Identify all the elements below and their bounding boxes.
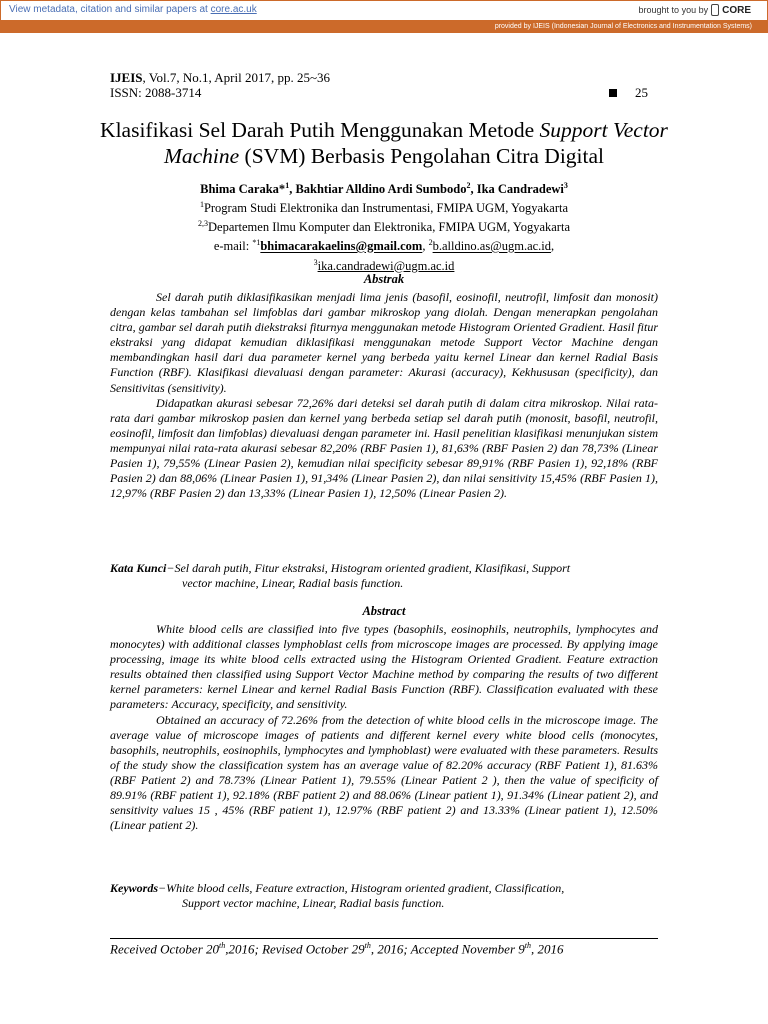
abstract-body [110,622,658,833]
author-1: Bhima Caraka* [200,182,286,197]
authors-block [60,178,708,274]
abstract-paragraph-2: Obtained an accuracy of 72.26% from the detection of white blood cells in the microscope image. The average value of microscope images of patients and different kernel every white blood cells (monocytes, basophils, neutrophils, eosinophils, lymphocytes and lymphoblast) were evaluated with these parameters. Results of the study show the classification system has an average value of 82.20% accuracy (RBF Patient 1), 81.63% (RBF Patient 2) and 78.73% (Linear Patient 1), 79.55% (Linear Patient 2 ), then the value of specificity of 89.91% (RBF patient 1), 92.18% (RBF patient 2) and 88.06% (Linear patient 1), 91.34% (Linear patient 2), and sensitivity values 15 , 45% (RBF patient 1), 12.97% (RBF patient 2) and 13.33% (Linear patient 1), 12.50% (Linear patient 2). [110,712,658,833]
author-3: , Ika Candradewi [470,182,564,197]
author-2: , Bakhtiar Alldino Ardi Sumbodo [289,182,467,197]
emails-line-1 [60,235,708,254]
keywords-dash: − [158,881,167,895]
received-sup-2: th [364,941,371,950]
email-3-sup: 3 [313,257,318,267]
affiliation-2-text: Departemen Ilmu Komputer dan Elektronika, FMIPA UGM, Yogyakarta [208,220,570,235]
core-brought-text: brought to you by [638,5,709,15]
core-provided-by: provided by IJEIS (Indonesian Journal of Electronics and Instrumentation Systems) [0,20,768,33]
paper-title [60,117,708,169]
email-sep-2: , [551,239,555,254]
email-2-sup: 2 [428,238,433,248]
author-names [60,178,708,197]
affiliation-2-sup: 2,3 [198,219,208,229]
kata-kunci-line-2: vector machine, Linear, Radial basis function. [182,576,404,591]
journal-issn: ISSN: 2088-3714 [110,85,202,100]
title-part-3: (SVM) Berbasis Pengolahan Citra Digital [239,144,605,168]
email-1-sup: *1 [252,238,261,248]
kata-kunci-line-1: Sel darah putih, Fitur ekstraksi, Histogram oriented gradient, Klasifikasi, Support [174,561,571,575]
abstrak-body [110,290,658,501]
affiliation-1-sup: 1 [199,200,204,210]
core-brought-by [639,4,751,16]
journal-header [110,70,330,100]
abstract-heading: Abstract [362,604,406,618]
keywords-label: Keywords [110,881,158,895]
core-banner [0,0,768,21]
email-label: e-mail: [213,239,253,254]
email-2-link[interactable]: b.alldino.as@ugm.ac.id [432,239,552,254]
core-link[interactable]: core.ac.uk [210,4,257,15]
received-sup-3: th [524,941,531,950]
email-3-link[interactable]: ika.candradewi@ugm.ac.id [317,258,455,273]
core-logo-icon [711,4,719,16]
affiliation-1 [60,197,708,216]
keywords [110,881,658,911]
author-3-sup: 3 [563,181,568,190]
core-logo-text[interactable]: CORE [722,4,751,16]
received-text-4: , 2016 [530,941,564,957]
email-1-link[interactable]: bhimacarakaelins@gmail.com [260,239,423,254]
author-2-sup: 2 [466,181,471,190]
abstrak-heading: Abstrak [363,272,405,286]
journal-name: IJEIS [110,70,143,85]
title-part-1: Klasifikasi Sel Darah Putih Menggunakan Metode [100,118,540,142]
square-bullet-icon [609,89,617,97]
received-dates [110,941,670,957]
abstrak-paragraph-2: Didapatkan akurasi sebesar 72,26% dari deteksi sel darah putih di dalam citra mikroskop. Nilai rata-rata dari gambar mikroskop pasien dan kernel yang berbeda setiap sel darah putih (monosit, basofil, neutrofil, eosinofil, limfosit dan limfoblas) dievaluasi dengan parameter ini. Hasil penelitian klasifikasi menunjukan sistem mempunyai nilai rata-rata akurasi sebesar 82,20% (RBF Pasien 1), 81,63% (RBF Pasien 2) dan 78,73% (Linear Pasien 1), 79,55% (Linear Pasien 2), kemudian nilai specificity sebesar 89,91% (RBF Pasien 1), 92,18% (RBF Pasien 2) dan 88,06% (Linear Pasien 1), 91,34% (Linear Pasien 2), dan nilai sensitivity 15,45% (RBF Pasien 1), 12,97% (RBF Pasien 2) dan 13,33% (Linear Pasien 1), 12,50% (Linear Pasien 2). [110,395,658,501]
core-view-text: View metadata, citation and similar papers at [9,4,211,15]
email-sep-1: , [422,239,429,254]
received-text-1: Received October 20 [110,941,220,957]
journal-info: , Vol.7, No.1, April 2017, pp. 25~36 [142,70,331,85]
affiliation-1-text: Program Studi Elektronika dan Instrumentasi, FMIPA UGM, Yogyakarta [203,201,569,216]
keywords-line-1: White blood cells, Feature extraction, Histogram oriented gradient, Classification, [166,881,565,895]
kata-kunci [110,561,658,591]
received-sup-1: th [219,941,226,950]
received-text-3: , 2016; Accepted November 9 [370,941,525,957]
core-view-metadata [9,4,257,15]
abstract-paragraph-1: White blood cells are classified into five types (basophils, eosinophils, neutrophils, lymphocytes and monocytes) with additional classes lymphoblast cells from microscope images are processed. By applying image processing, image its white blood cells extracted using the Histogram Oriented Gradient. Feature extraction results obtained then classified using Support Vector Machine method by comparing the results of two different kernel parameters: kernel Linear and kernel Radial Basis Function (RBF). Classification evaluated with these parameters: Accuracy, specificity, and sensitivity. [110,622,658,712]
emails-line-2 [60,255,708,274]
author-1-sup: 1 [285,181,290,190]
title-part-2: Support Vector Machine [163,118,668,168]
page-number-block [609,85,648,101]
affiliation-2 [60,216,708,235]
abstrak-paragraph-1: Sel darah putih diklasifikasikan menjadi lima jenis (basofil, eosinofil, neutrofil, limfosit dan monosit) dengan kelas tambahan sel limfoblas dari gambar mikroskop yang diolah. Dengan menerapkan pengolahan citra, gambar sel darah putih diekstraksi fiturnya menggunakan metode Histogram Oriented Gradient. Hasil fitur ekstraksi yang didapat kemudian diklasifikasi menggunakan metode Support Vector Machine dengan membandingkan hasil dari dua parameter kernel yang berbeda yaitu kernel Linear dan kernel Radial Basis Function (RBF). Klasifikasi dievaluasi dengan parameter: Akurasi (accuracy), Kekhususan (specificity), dan Sensitivitas (sensitivity). [110,290,658,395]
page-number: 25 [635,85,648,100]
received-text-2: ,2016; Revised October 29 [225,941,365,957]
footer-rule [110,938,658,939]
kata-kunci-label: Kata Kunci [110,561,167,575]
kata-kunci-dash: − [166,561,175,575]
keywords-line-2: Support vector machine, Linear, Radial basis function. [182,896,445,911]
